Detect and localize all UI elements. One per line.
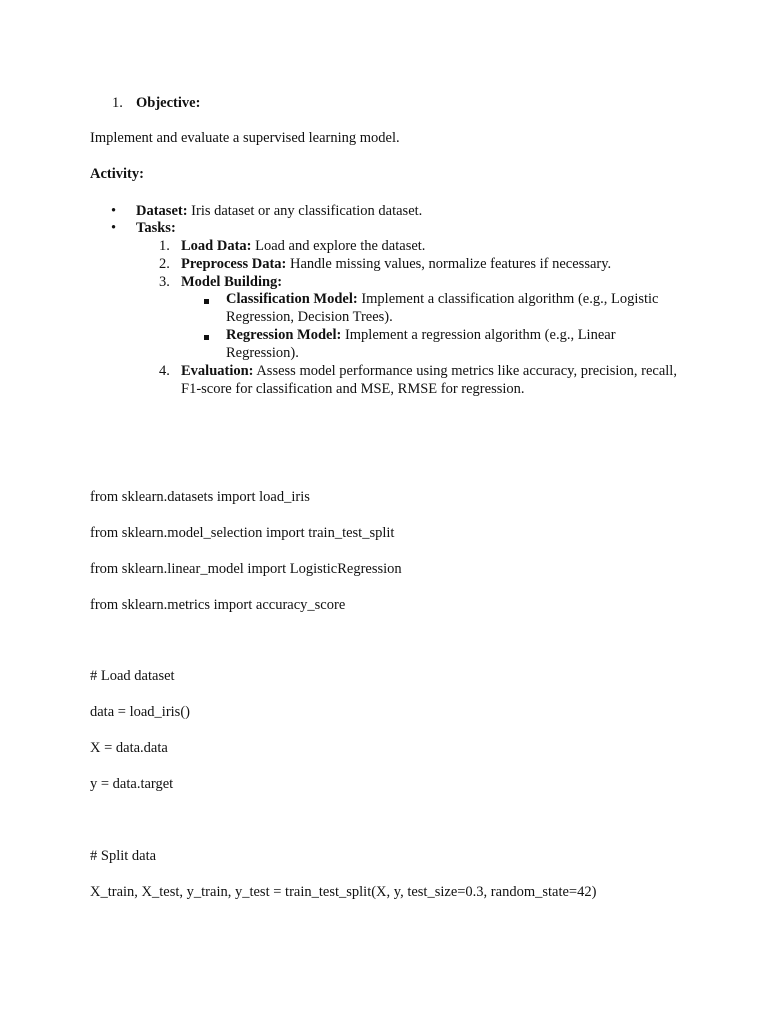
task-number: 4. (159, 363, 170, 379)
task-item (181, 273, 282, 291)
code-line: X_train, X_test, y_train, y_test = train_test_split(X, y, test_size=0.3, random_state=42) (90, 884, 597, 900)
model-text: Implement a regression algorithm (e.g., Linear Regression). (226, 327, 616, 361)
code-line: data = load_iris() (90, 704, 190, 720)
heading-number: 1. (112, 95, 123, 111)
code-line: from sklearn.model_selection import train_test_split (90, 525, 395, 541)
bullet-text: Iris dataset or any classification dataset. (187, 203, 423, 219)
task-number: 1. (159, 238, 170, 254)
task-number: 2. (159, 256, 170, 272)
task-label: Model Building: (181, 274, 283, 290)
code-line: y = data.target (90, 776, 174, 792)
activity-heading: Activity: (90, 166, 144, 182)
bullet-item-tasks (136, 219, 176, 237)
objective-text: Implement and evaluate a supervised learning model. (90, 130, 400, 146)
bullet-label: Dataset: (136, 203, 188, 219)
code-line: from sklearn.linear_model import LogisticRegression (90, 561, 402, 577)
code-line: X = data.data (90, 740, 168, 756)
model-item-classification (226, 290, 688, 326)
task-text: Load and explore the dataset. (251, 238, 426, 254)
task-number: 3. (159, 274, 170, 290)
code-comment: # Split data (90, 848, 157, 864)
model-item-regression (226, 326, 688, 362)
task-text: Handle missing values, normalize features if necessary. (286, 256, 612, 272)
task-label: Preprocess Data: (181, 256, 287, 272)
task-item (181, 362, 681, 398)
code-line: from sklearn.datasets import load_iris (90, 489, 310, 505)
task-item (181, 255, 611, 273)
square-bullet-icon (204, 291, 209, 309)
task-label: Evaluation: (181, 363, 254, 379)
code-line: from sklearn.metrics import accuracy_score (90, 597, 346, 613)
square-bullet-icon (204, 327, 209, 345)
bullet-label: Tasks: (136, 220, 176, 236)
bullet-marker: • (111, 203, 117, 219)
heading-title: Objective: (136, 95, 201, 111)
bullet-item-dataset (136, 202, 422, 220)
task-label: Load Data: (181, 238, 252, 254)
model-text: Implement a classification algorithm (e.g., Logistic Regression, Decision Trees). (226, 291, 659, 325)
task-item (181, 237, 425, 255)
bullet-marker: • (111, 220, 117, 236)
task-text: Assess model performance using metrics like accuracy, precision, recall, F1-score for classification and MSE, RMSE for regression. (181, 363, 677, 397)
model-label: Regression Model: (226, 327, 342, 343)
model-label: Classification Model: (226, 291, 358, 307)
code-comment: # Load dataset (90, 668, 175, 684)
